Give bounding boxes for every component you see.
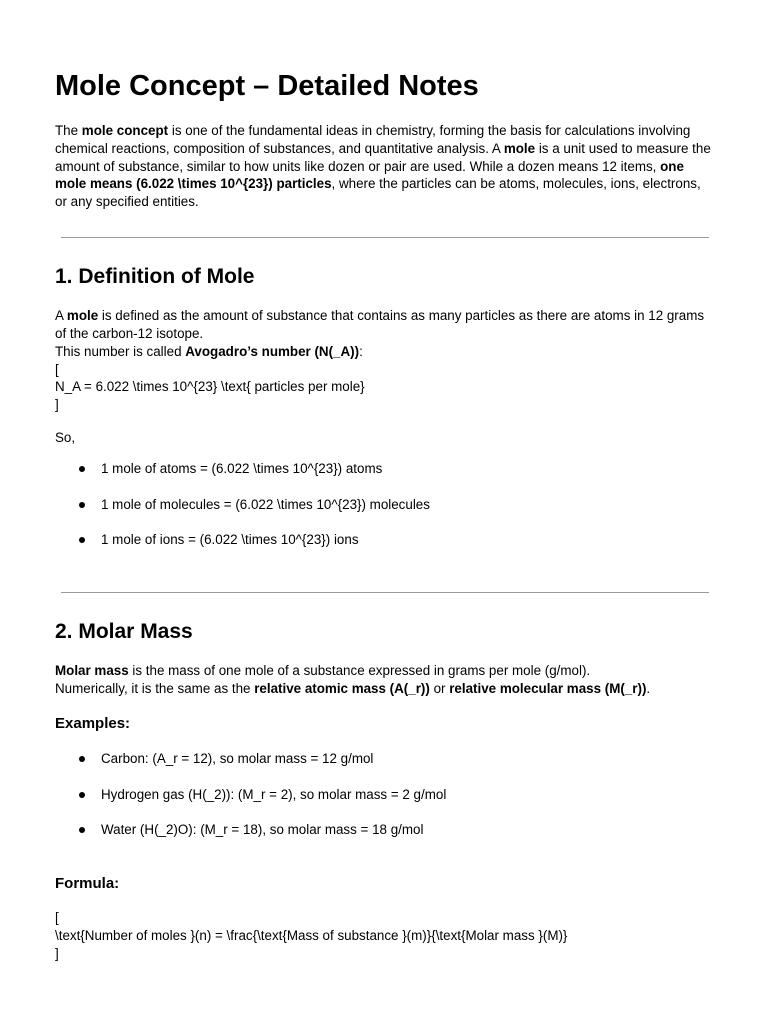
molar-mass-numerically — [55, 680, 650, 698]
intro-bold-mole: mole — [503, 140, 536, 156]
avogadro-bold: Avogadro’s number (N(_A)) — [185, 344, 360, 359]
avogadro-text: : — [359, 344, 363, 359]
list-item-text: Carbon: (A_r = 12), so molar mass = 12 g/mol — [101, 751, 374, 766]
intro-text: The — [55, 123, 82, 138]
intro-bold-mole-concept: mole concept — [81, 123, 169, 138]
intro-text: is a unit used to measure the amount of substance, similar to how units like dozen or pair are used. While a dozen means 12 items, — [55, 140, 711, 174]
numerically-text: or — [429, 681, 450, 696]
list-item-text: 1 mole of atoms = (6.022 \times 10^{23}) atoms — [101, 461, 383, 476]
list-item-text: 1 mole of ions = (6.022 \times 10^{23}) ions — [101, 532, 359, 547]
relative-atomic-mass-bold: relative atomic mass (A(_r)) — [254, 681, 430, 696]
formula-moles: \text{Number of moles }(n) = \frac{\text{Mass of substance }(m)}{\text{Molar mass }(M)} — [55, 928, 568, 943]
formula-open: [ — [55, 910, 59, 925]
molar-mass-bold: Molar mass — [55, 663, 129, 678]
page-title: Mole Concept – Detailed Notes — [55, 70, 479, 102]
section-divider — [61, 237, 709, 238]
bullet-icon — [79, 466, 85, 472]
bullet-icon — [79, 792, 85, 798]
molar-mass-text: is the mass of one mole of a substance expressed in grams per mole (g/mol). — [128, 663, 591, 678]
numerically-text: Numerically, it is the same as the — [55, 681, 255, 696]
bullet-icon — [79, 756, 85, 762]
intro-bold-one-mole: one mole means (6.022 \times 10^{23}) particles — [55, 158, 684, 192]
formula-close: ] — [55, 946, 59, 961]
intro-paragraph — [55, 122, 715, 211]
equation-avogadro: N_A = 6.022 \times 10^{23} \text{ particles per mole} — [55, 379, 365, 394]
section-heading-molar-mass: 2. Molar Mass — [55, 620, 193, 643]
relative-molecular-mass-bold: relative molecular mass (M(_r)) — [449, 681, 647, 696]
bullet-icon — [79, 537, 85, 543]
definition-text: A — [55, 308, 67, 323]
intro-text: , where the particles can be atoms, molecules, ions, electrons, or any specified entities. — [55, 176, 701, 210]
examples-heading: Examples: — [55, 715, 131, 732]
avogadro-paragraph — [55, 343, 363, 361]
bullet-icon — [79, 502, 85, 508]
so-text: So, — [55, 430, 76, 445]
definition-bold-mole: mole — [66, 308, 99, 323]
formula-heading: Formula: — [55, 875, 120, 892]
equation-close: ] — [55, 397, 59, 412]
definition-paragraph — [55, 307, 715, 343]
equation-open: [ — [55, 362, 59, 377]
list-item-text: Hydrogen gas (H(_2)): (M_r = 2), so molar mass = 2 g/mol — [101, 787, 447, 802]
section-divider — [61, 592, 709, 593]
list-item-text: 1 mole of molecules = (6.022 \times 10^{23}) molecules — [101, 497, 430, 512]
numerically-text: . — [646, 681, 651, 696]
section-heading-definition: 1. Definition of Mole — [55, 265, 255, 288]
intro-text: is one of the fundamental ideas in chemistry, forming the basis for calculations involving chemical reactions, composition of substances, and quantitative analysis. A — [55, 123, 691, 156]
avogadro-text: This number is called — [55, 344, 186, 359]
list-item-text: Water (H(_2)O): (M_r = 18), so molar mass = 18 g/mol — [101, 822, 424, 837]
molar-mass-paragraph — [55, 662, 590, 680]
bullet-icon — [79, 827, 85, 833]
definition-text: is defined as the amount of substance that contains as many particles as there are atoms in 12 grams of the carbon-12 isotope. — [55, 308, 705, 341]
